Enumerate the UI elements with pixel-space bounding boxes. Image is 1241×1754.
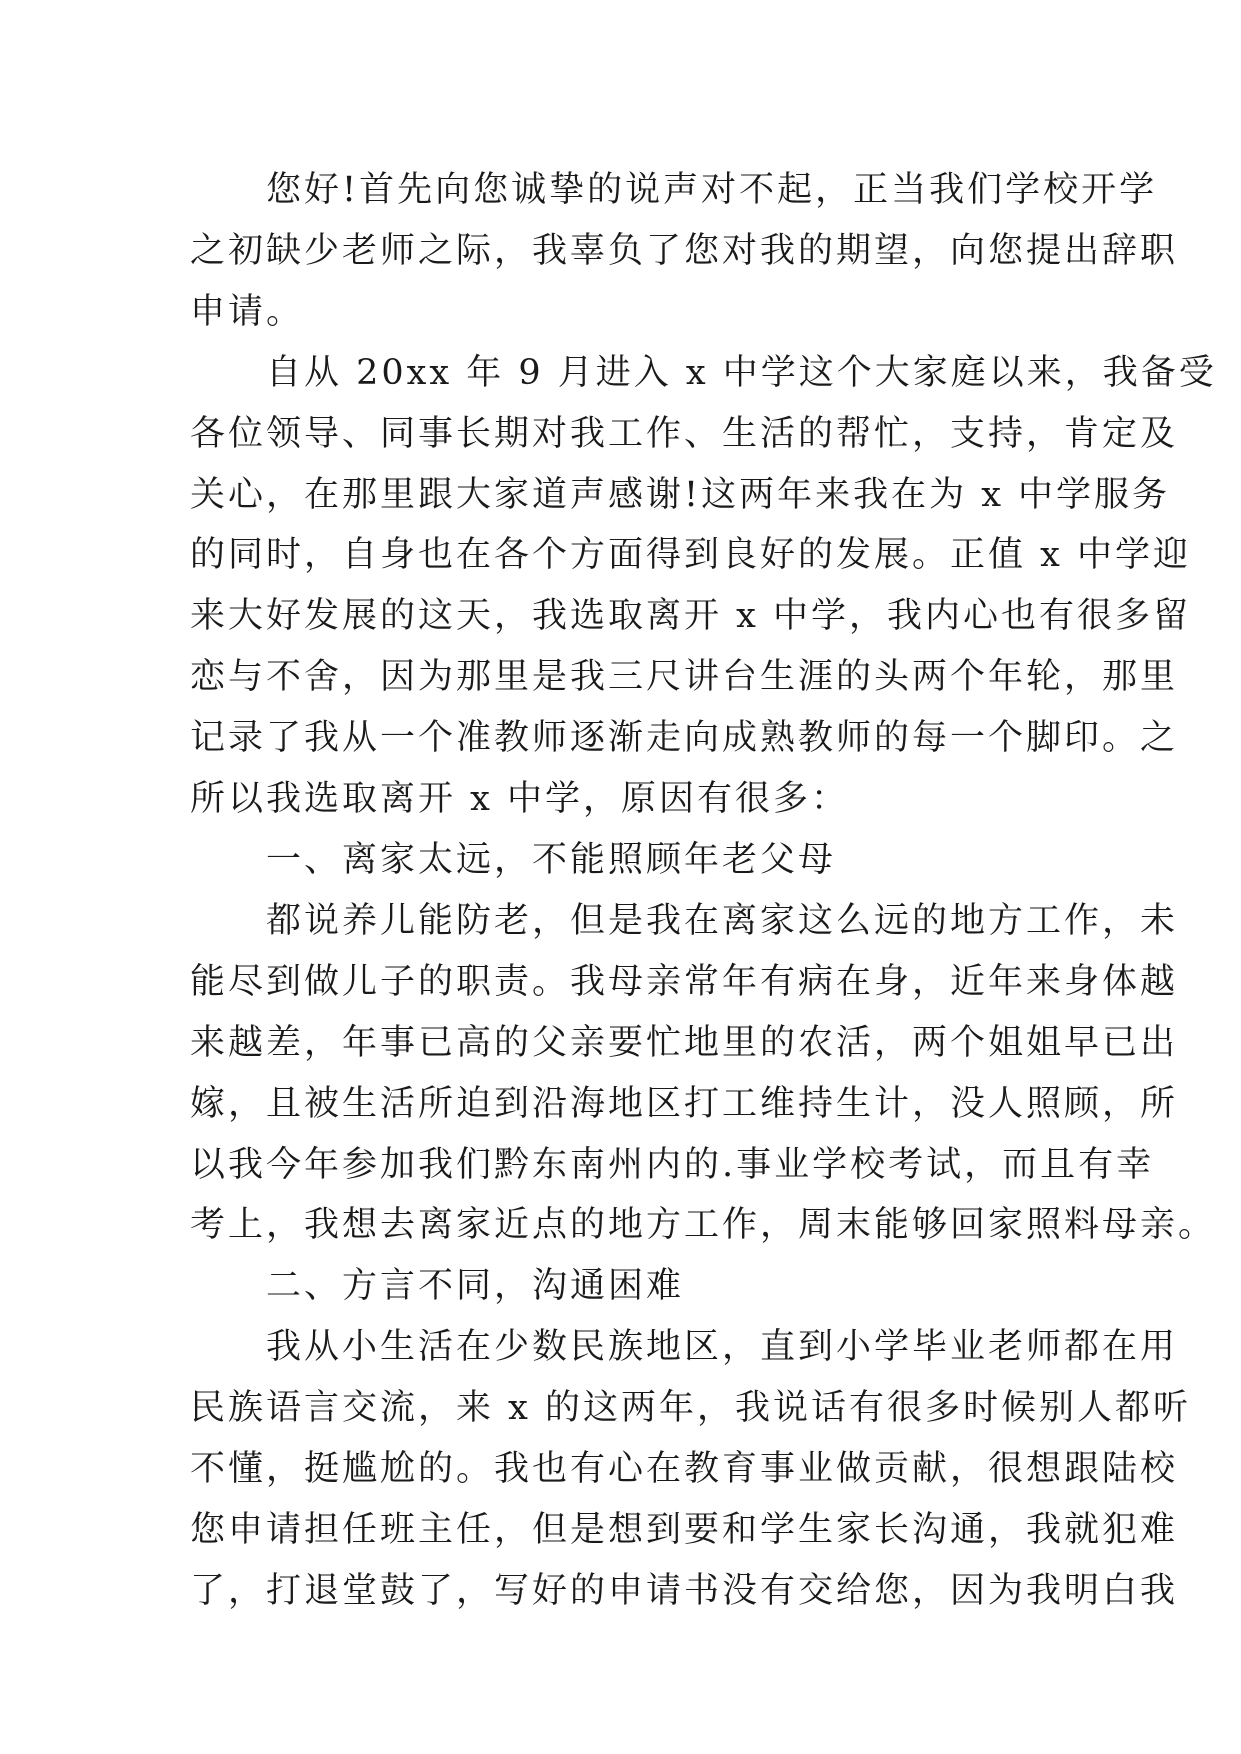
text-line: 申请。 xyxy=(190,291,305,332)
text-line: 了，打退堂鼓了，写好的申请书没有交给您，因为我明白我 xyxy=(190,1570,1179,1611)
section-heading-2 xyxy=(190,1256,1050,1317)
text-line: 所以我选取离开 x 中学，原因有很多： xyxy=(190,779,849,820)
paragraph-background xyxy=(190,343,1217,830)
text-line: 记录了我从一个准教师逐渐走向成熟教师的每一个脚印。之 xyxy=(190,718,1179,759)
text-line: 您申请担任班主任，但是想到要和学生家长沟通，我就犯难 xyxy=(190,1509,1179,1550)
text-line: 都说养儿能防老，但是我在离家这么远的地方工作，未 xyxy=(266,900,1179,941)
text-line: 能尽到做儿子的职责。我母亲常年有病在身，近年来身体越 xyxy=(190,961,1179,1002)
text-line: 考上，我想去离家近点的地方工作，周末能够回家照料母亲。 xyxy=(190,1205,1217,1246)
heading-line: 二、方言不同，沟通困难 xyxy=(266,1266,685,1307)
section-heading-1 xyxy=(190,830,1050,891)
text-line: 嫁，且被生活所迫到沿海地区打工维持生计，没人照顾，所 xyxy=(190,1083,1179,1124)
text-line: 民族语言交流，来 x 的这两年，我说话有很多时候别人都听 xyxy=(190,1388,1191,1429)
paragraph-family xyxy=(190,891,1217,1256)
text-line: 关心，在那里跟大家道声感谢!这两年来我在为 x 中学服务 xyxy=(190,474,1171,515)
text-line: 各位领导、同事长期对我工作、生活的帮忙，支持，肯定及 xyxy=(190,413,1179,454)
text-line: 来越差，年事已高的父亲要忙地里的农活，两个姐姐早已出 xyxy=(190,1022,1179,1063)
text-line: 来大好发展的这天，我选取离开 x 中学，我内心也有很多留 xyxy=(190,596,1191,637)
paragraph-language xyxy=(190,1317,1191,1622)
heading-line: 一、离家太远，不能照顾年老父母 xyxy=(266,839,837,880)
text-line: 我从小生活在少数民族地区，直到小学毕业老师都在用 xyxy=(266,1327,1179,1368)
text-line: 恋与不舍，因为那里是我三尺讲台生涯的头两个年轮，那里 xyxy=(190,657,1179,698)
text-line: 之初缺少老师之际，我辜负了您对我的期望，向您提出辞职 xyxy=(190,230,1179,271)
text-line: 以我今年参加我们黔东南州内的.事业学校考试，而且有幸 xyxy=(190,1144,1155,1185)
letter-body xyxy=(190,160,1217,1622)
text-line: 您好!首先向您诚挚的说声对不起，正当我们学校开学 xyxy=(266,170,1158,210)
text-line: 自从 20xx 年 9 月进入 x 中学这个大家庭以来，我备受 xyxy=(266,352,1217,393)
paragraph-apology xyxy=(190,160,1179,343)
text-line: 的同时，自身也在各个方面得到良好的发展。正值 x 中学迎 xyxy=(190,535,1191,576)
text-line: 不懂，挺尴尬的。我也有心在教育事业做贡献，很想跟陆校 xyxy=(190,1449,1179,1490)
